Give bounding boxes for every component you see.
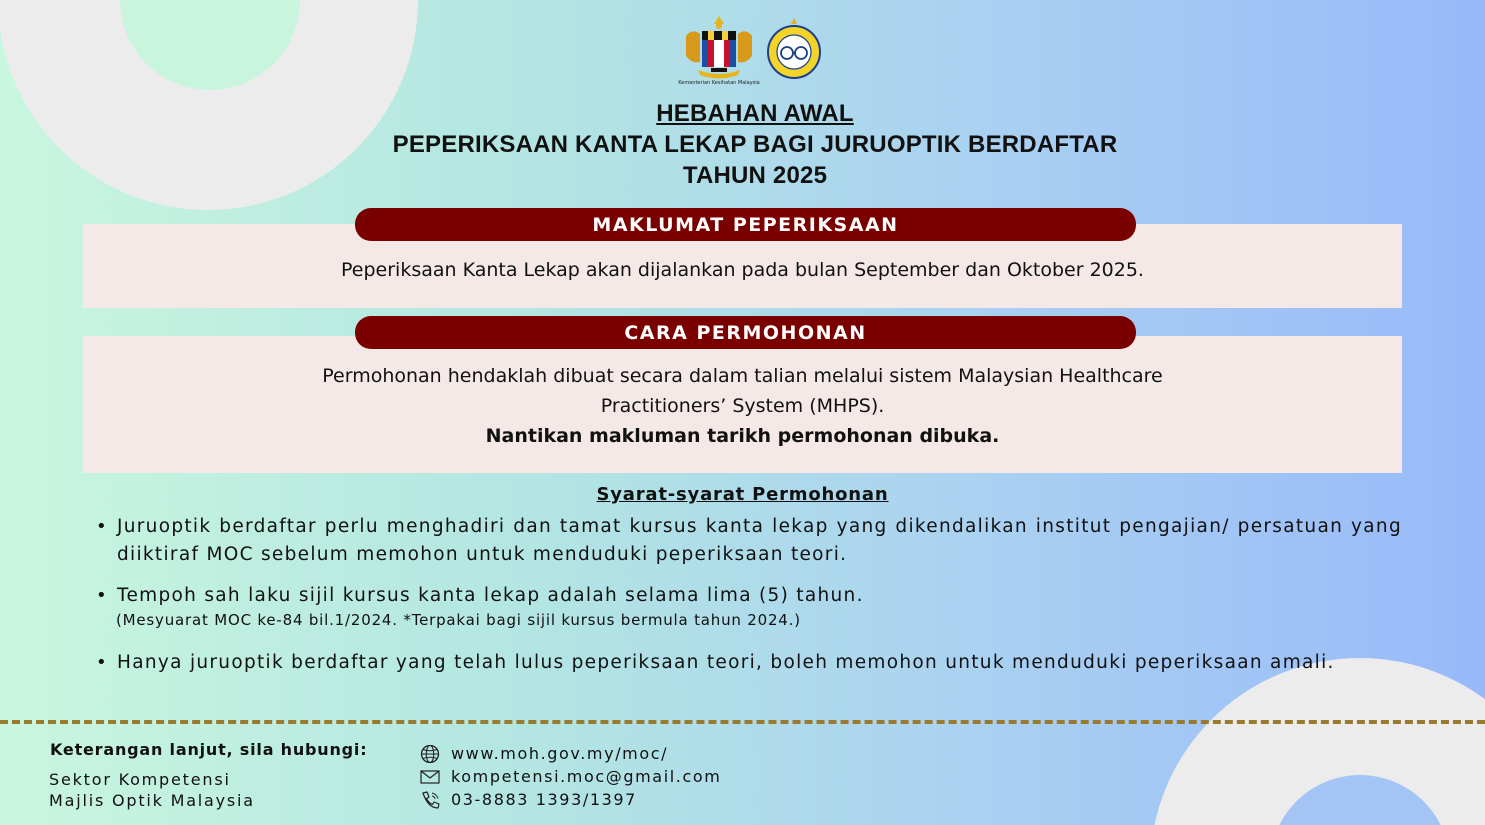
application-text-line-1: Permohonan hendaklah dibuat secara dalam talian melalui sistem Malaysian Healthcare [322, 365, 1163, 387]
email-link[interactable]: kompetensi.moc@gmail.com [451, 767, 722, 786]
envelope-icon [419, 767, 441, 787]
requirement-note: (Mesyuarat MOC ke-84 bil.1/2024. *Terpakai bagi sijil kursus bermula tahun 2024.) [116, 611, 801, 629]
requirement-item [96, 513, 1402, 569]
requirement-text: Tempoh sah laku sijil kursus kanta lekap adalah selama lima (5) tahun. [117, 585, 864, 606]
announcement-title [250, 98, 1260, 191]
majlis-optik-malaysia-seal-logo [766, 16, 822, 82]
coat-of-arms-caption: Kementerian Kesihatan Malaysia [678, 80, 760, 86]
bullet-icon: • [96, 585, 108, 606]
application-heading: CARA PERMOHONAN [355, 316, 1136, 349]
requirement-text: Hanya juruoptik berdaftar yang telah lulus peperiksaan teori, boleh memohon untuk menduduki peperiksaan amali. [117, 652, 1335, 673]
title-line-1: HEBAHAN AWAL [656, 100, 854, 127]
dashed-divider [0, 720, 1485, 724]
exam-info-heading: MAKLUMAT PEPERIKSAAN [355, 208, 1136, 241]
application-notice: Nantikan makluman tarikh permohonan dibuka. [485, 425, 1000, 447]
logo-group [678, 14, 828, 90]
requirement-text: Juruoptik berdaftar perlu menghadiri dan tamat kursus kanta lekap yang dikendalikan institut pengajian/ persatuan yang diiktiraf MOC sebelum memohon untuk menduduki peperiksaan teori. [117, 516, 1402, 565]
malaysia-coat-of-arms-logo [678, 14, 760, 90]
phone-number[interactable]: 03-8883 1393/1397 [451, 790, 637, 809]
globe-icon [419, 744, 441, 764]
phone-icon [419, 790, 441, 810]
bullet-icon: • [96, 516, 108, 537]
contact-heading: Keterangan lanjut, sila hubungi: [50, 740, 368, 759]
application-text-line-2: Practitioners’ System (MHPS). [600, 395, 885, 417]
title-line-2: PEPERIKSAAN KANTA LEKAP BAGI JURUOPTIK BERDAFTAR [392, 131, 1118, 158]
requirement-item [96, 649, 1402, 677]
application-panel [83, 336, 1402, 473]
requirements-heading: Syarat-syarat Permohonan [596, 484, 889, 505]
bullet-icon: • [96, 652, 108, 673]
website-link[interactable]: www.moh.gov.my/moc/ [451, 744, 669, 763]
title-line-3: TAHUN 2025 [682, 162, 828, 189]
contact-org-line-1: Sektor Kompetensi [49, 770, 231, 789]
contact-org-line-2: Majlis Optik Malaysia [49, 791, 255, 810]
requirement-item [96, 582, 1402, 610]
exam-info-text: Peperiksaan Kanta Lekap akan dijalankan pada bulan September dan Oktober 2025. [341, 259, 1144, 281]
